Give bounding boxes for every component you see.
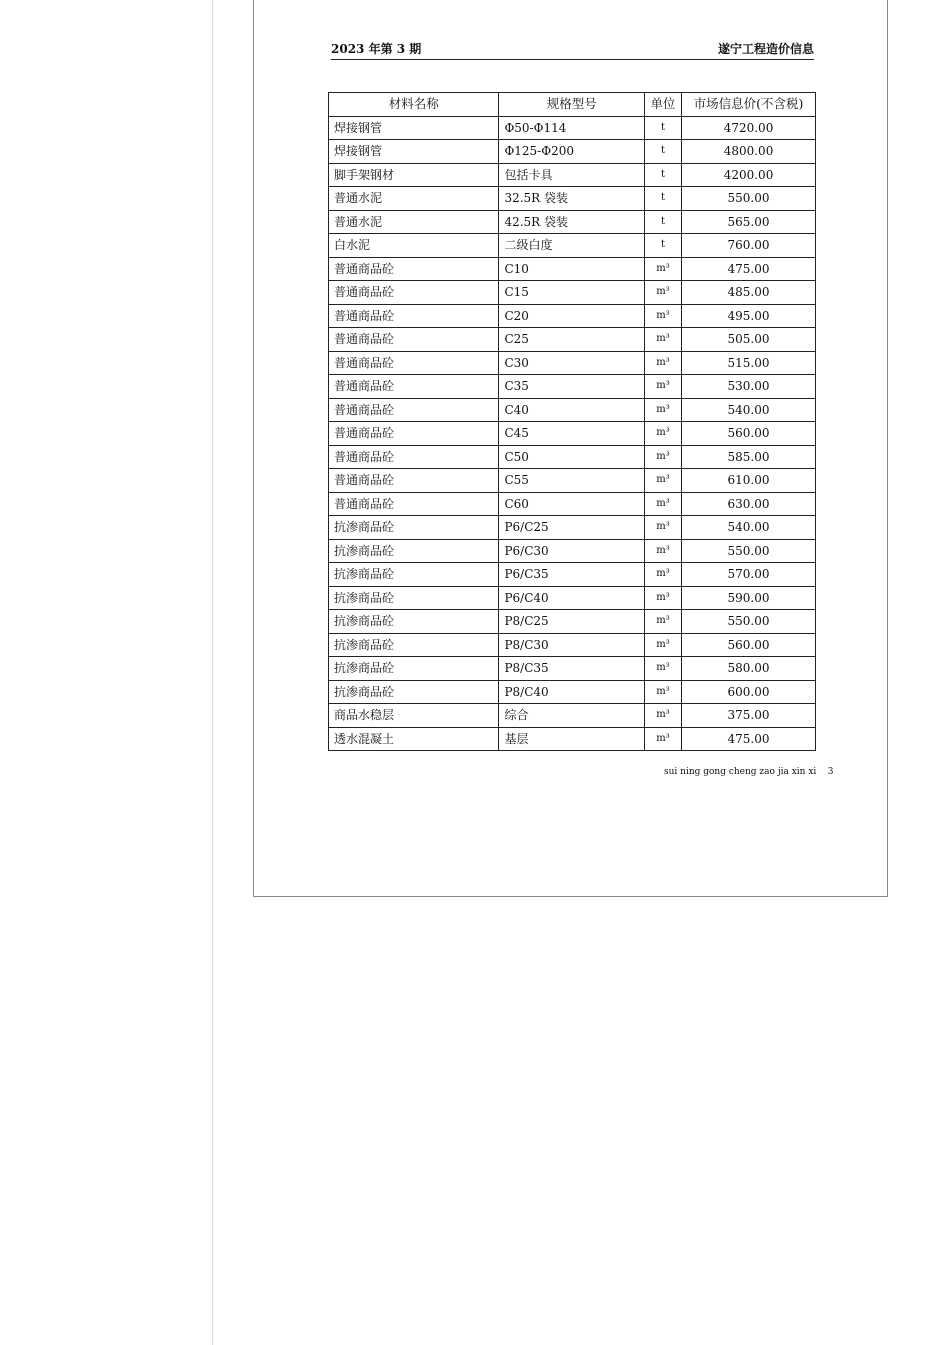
spec-cell: C20 — [499, 304, 645, 328]
material-name-cell: 焊接钢管 — [329, 116, 499, 140]
document-page — [253, 0, 888, 897]
price-cell: 550.00 — [682, 187, 816, 211]
material-name-cell: 抗渗商品砼 — [329, 586, 499, 610]
material-name-cell: 脚手架钢材 — [329, 163, 499, 187]
spec-cell: 二级白度 — [499, 234, 645, 258]
material-name-cell: 普通商品砼 — [329, 257, 499, 281]
spec-cell: 综合 — [499, 704, 645, 728]
unit-cell: m³ — [645, 516, 682, 540]
table-row — [329, 187, 816, 211]
column-header-spec: 规格型号 — [499, 93, 645, 117]
unit-cell: m³ — [645, 563, 682, 587]
table-row — [329, 257, 816, 281]
spec-cell: C10 — [499, 257, 645, 281]
spec-cell: Φ50-Φ114 — [499, 116, 645, 140]
spec-cell: 基层 — [499, 727, 645, 751]
unit-cell: t — [645, 210, 682, 234]
publication-title: 遂宁工程造价信息 — [717, 42, 814, 56]
table-row — [329, 516, 816, 540]
price-cell: 565.00 — [682, 210, 816, 234]
material-name-cell: 抗渗商品砼 — [329, 563, 499, 587]
unit-cell: m³ — [645, 704, 682, 728]
spec-cell: C60 — [499, 492, 645, 516]
column-header-price: 市场信息价(不含税) — [682, 93, 816, 117]
table-row — [329, 398, 816, 422]
table-row — [329, 234, 816, 258]
unit-cell: m³ — [645, 633, 682, 657]
price-cell: 580.00 — [682, 657, 816, 681]
spec-cell: P6/C30 — [499, 539, 645, 563]
unit-cell: m³ — [645, 351, 682, 375]
unit-cell: m³ — [645, 422, 682, 446]
price-cell: 4800.00 — [682, 140, 816, 164]
unit-cell: t — [645, 187, 682, 211]
unit-cell: m³ — [645, 304, 682, 328]
unit-cell: t — [645, 140, 682, 164]
price-cell: 505.00 — [682, 328, 816, 352]
spec-cell: C45 — [499, 422, 645, 446]
spec-cell: P8/C25 — [499, 610, 645, 634]
material-name-cell: 抗渗商品砼 — [329, 539, 499, 563]
material-name-cell: 白水泥 — [329, 234, 499, 258]
spec-cell: 42.5R 袋装 — [499, 210, 645, 234]
unit-cell: m³ — [645, 680, 682, 704]
unit-cell: m³ — [645, 586, 682, 610]
material-name-cell: 焊接钢管 — [329, 140, 499, 164]
price-cell: 760.00 — [682, 234, 816, 258]
price-cell: 4200.00 — [682, 163, 816, 187]
spec-cell: 包括卡具 — [499, 163, 645, 187]
footer-pinyin: sui ning gong cheng zao jia xin xi — [664, 767, 817, 777]
unit-cell: m³ — [645, 539, 682, 563]
price-cell: 375.00 — [682, 704, 816, 728]
material-name-cell: 商品水稳层 — [329, 704, 499, 728]
spec-cell: P6/C40 — [499, 586, 645, 610]
table-row — [329, 163, 816, 187]
material-name-cell: 普通商品砼 — [329, 422, 499, 446]
table-row — [329, 469, 816, 493]
spec-cell: C25 — [499, 328, 645, 352]
price-cell: 540.00 — [682, 516, 816, 540]
material-name-cell: 普通商品砼 — [329, 469, 499, 493]
table-row — [329, 328, 816, 352]
price-cell: 550.00 — [682, 539, 816, 563]
unit-cell: m³ — [645, 610, 682, 634]
price-cell: 570.00 — [682, 563, 816, 587]
table-row — [329, 563, 816, 587]
table-row — [329, 351, 816, 375]
table-row — [329, 140, 816, 164]
unit-cell: t — [645, 234, 682, 258]
material-name-cell: 普通水泥 — [329, 187, 499, 211]
table-row — [329, 492, 816, 516]
material-name-cell: 抗渗商品砼 — [329, 633, 499, 657]
spec-cell: 32.5R 袋装 — [499, 187, 645, 211]
unit-cell: m³ — [645, 328, 682, 352]
price-cell: 540.00 — [682, 398, 816, 422]
price-cell: 495.00 — [682, 304, 816, 328]
table-row — [329, 210, 816, 234]
price-cell: 590.00 — [682, 586, 816, 610]
price-cell: 475.00 — [682, 257, 816, 281]
table-row — [329, 116, 816, 140]
spec-cell: P8/C30 — [499, 633, 645, 657]
material-name-cell: 普通商品砼 — [329, 445, 499, 469]
table-row — [329, 539, 816, 563]
price-cell: 600.00 — [682, 680, 816, 704]
unit-cell: m³ — [645, 398, 682, 422]
price-cell: 485.00 — [682, 281, 816, 305]
price-cell: 530.00 — [682, 375, 816, 399]
spec-cell: C40 — [499, 398, 645, 422]
page-number: 3 — [827, 767, 834, 777]
material-name-cell: 普通商品砼 — [329, 304, 499, 328]
unit-cell: m³ — [645, 281, 682, 305]
column-header-unit: 单位 — [645, 93, 682, 117]
unit-cell: t — [645, 163, 682, 187]
material-name-cell: 抗渗商品砼 — [329, 610, 499, 634]
price-cell: 4720.00 — [682, 116, 816, 140]
table-row — [329, 680, 816, 704]
unit-cell: m³ — [645, 492, 682, 516]
viewer-left-divider — [212, 0, 213, 1345]
unit-cell: t — [645, 116, 682, 140]
table-row — [329, 375, 816, 399]
table-row — [329, 586, 816, 610]
spec-cell: C50 — [499, 445, 645, 469]
unit-cell: m³ — [645, 469, 682, 493]
price-cell: 585.00 — [682, 445, 816, 469]
price-cell: 560.00 — [682, 633, 816, 657]
price-cell: 550.00 — [682, 610, 816, 634]
unit-cell: m³ — [645, 445, 682, 469]
table-row — [329, 633, 816, 657]
page-footer — [664, 767, 834, 777]
table-row — [329, 704, 816, 728]
price-cell: 475.00 — [682, 727, 816, 751]
price-cell: 560.00 — [682, 422, 816, 446]
spec-cell: Φ125-Φ200 — [499, 140, 645, 164]
material-name-cell: 透水混凝土 — [329, 727, 499, 751]
material-name-cell: 抗渗商品砼 — [329, 657, 499, 681]
unit-cell: m³ — [645, 727, 682, 751]
material-name-cell: 普通商品砼 — [329, 281, 499, 305]
material-name-cell: 普通水泥 — [329, 210, 499, 234]
material-name-cell: 抗渗商品砼 — [329, 516, 499, 540]
table-body — [329, 116, 816, 751]
spec-cell: P6/C35 — [499, 563, 645, 587]
table-row — [329, 304, 816, 328]
price-cell: 515.00 — [682, 351, 816, 375]
table-header-row — [329, 93, 816, 117]
unit-cell: m³ — [645, 375, 682, 399]
table-row — [329, 281, 816, 305]
spec-cell: C30 — [499, 351, 645, 375]
price-cell: 630.00 — [682, 492, 816, 516]
unit-cell: m³ — [645, 657, 682, 681]
price-cell: 610.00 — [682, 469, 816, 493]
table-row — [329, 610, 816, 634]
material-name-cell: 普通商品砼 — [329, 492, 499, 516]
spec-cell: C55 — [499, 469, 645, 493]
table-row — [329, 657, 816, 681]
spec-cell: C35 — [499, 375, 645, 399]
column-header-material: 材料名称 — [329, 93, 499, 117]
material-name-cell: 普通商品砼 — [329, 328, 499, 352]
material-name-cell: 普通商品砼 — [329, 375, 499, 399]
table-row — [329, 422, 816, 446]
issue-label: 2023 年第 3 期 — [331, 42, 422, 56]
spec-cell: C15 — [499, 281, 645, 305]
spec-cell: P6/C25 — [499, 516, 645, 540]
price-table — [328, 92, 816, 751]
unit-cell: m³ — [645, 257, 682, 281]
material-name-cell: 普通商品砼 — [329, 351, 499, 375]
spec-cell: P8/C40 — [499, 680, 645, 704]
material-name-cell: 普通商品砼 — [329, 398, 499, 422]
material-name-cell: 抗渗商品砼 — [329, 680, 499, 704]
table-row — [329, 727, 816, 751]
spec-cell: P8/C35 — [499, 657, 645, 681]
table-row — [329, 445, 816, 469]
running-header — [331, 40, 814, 60]
